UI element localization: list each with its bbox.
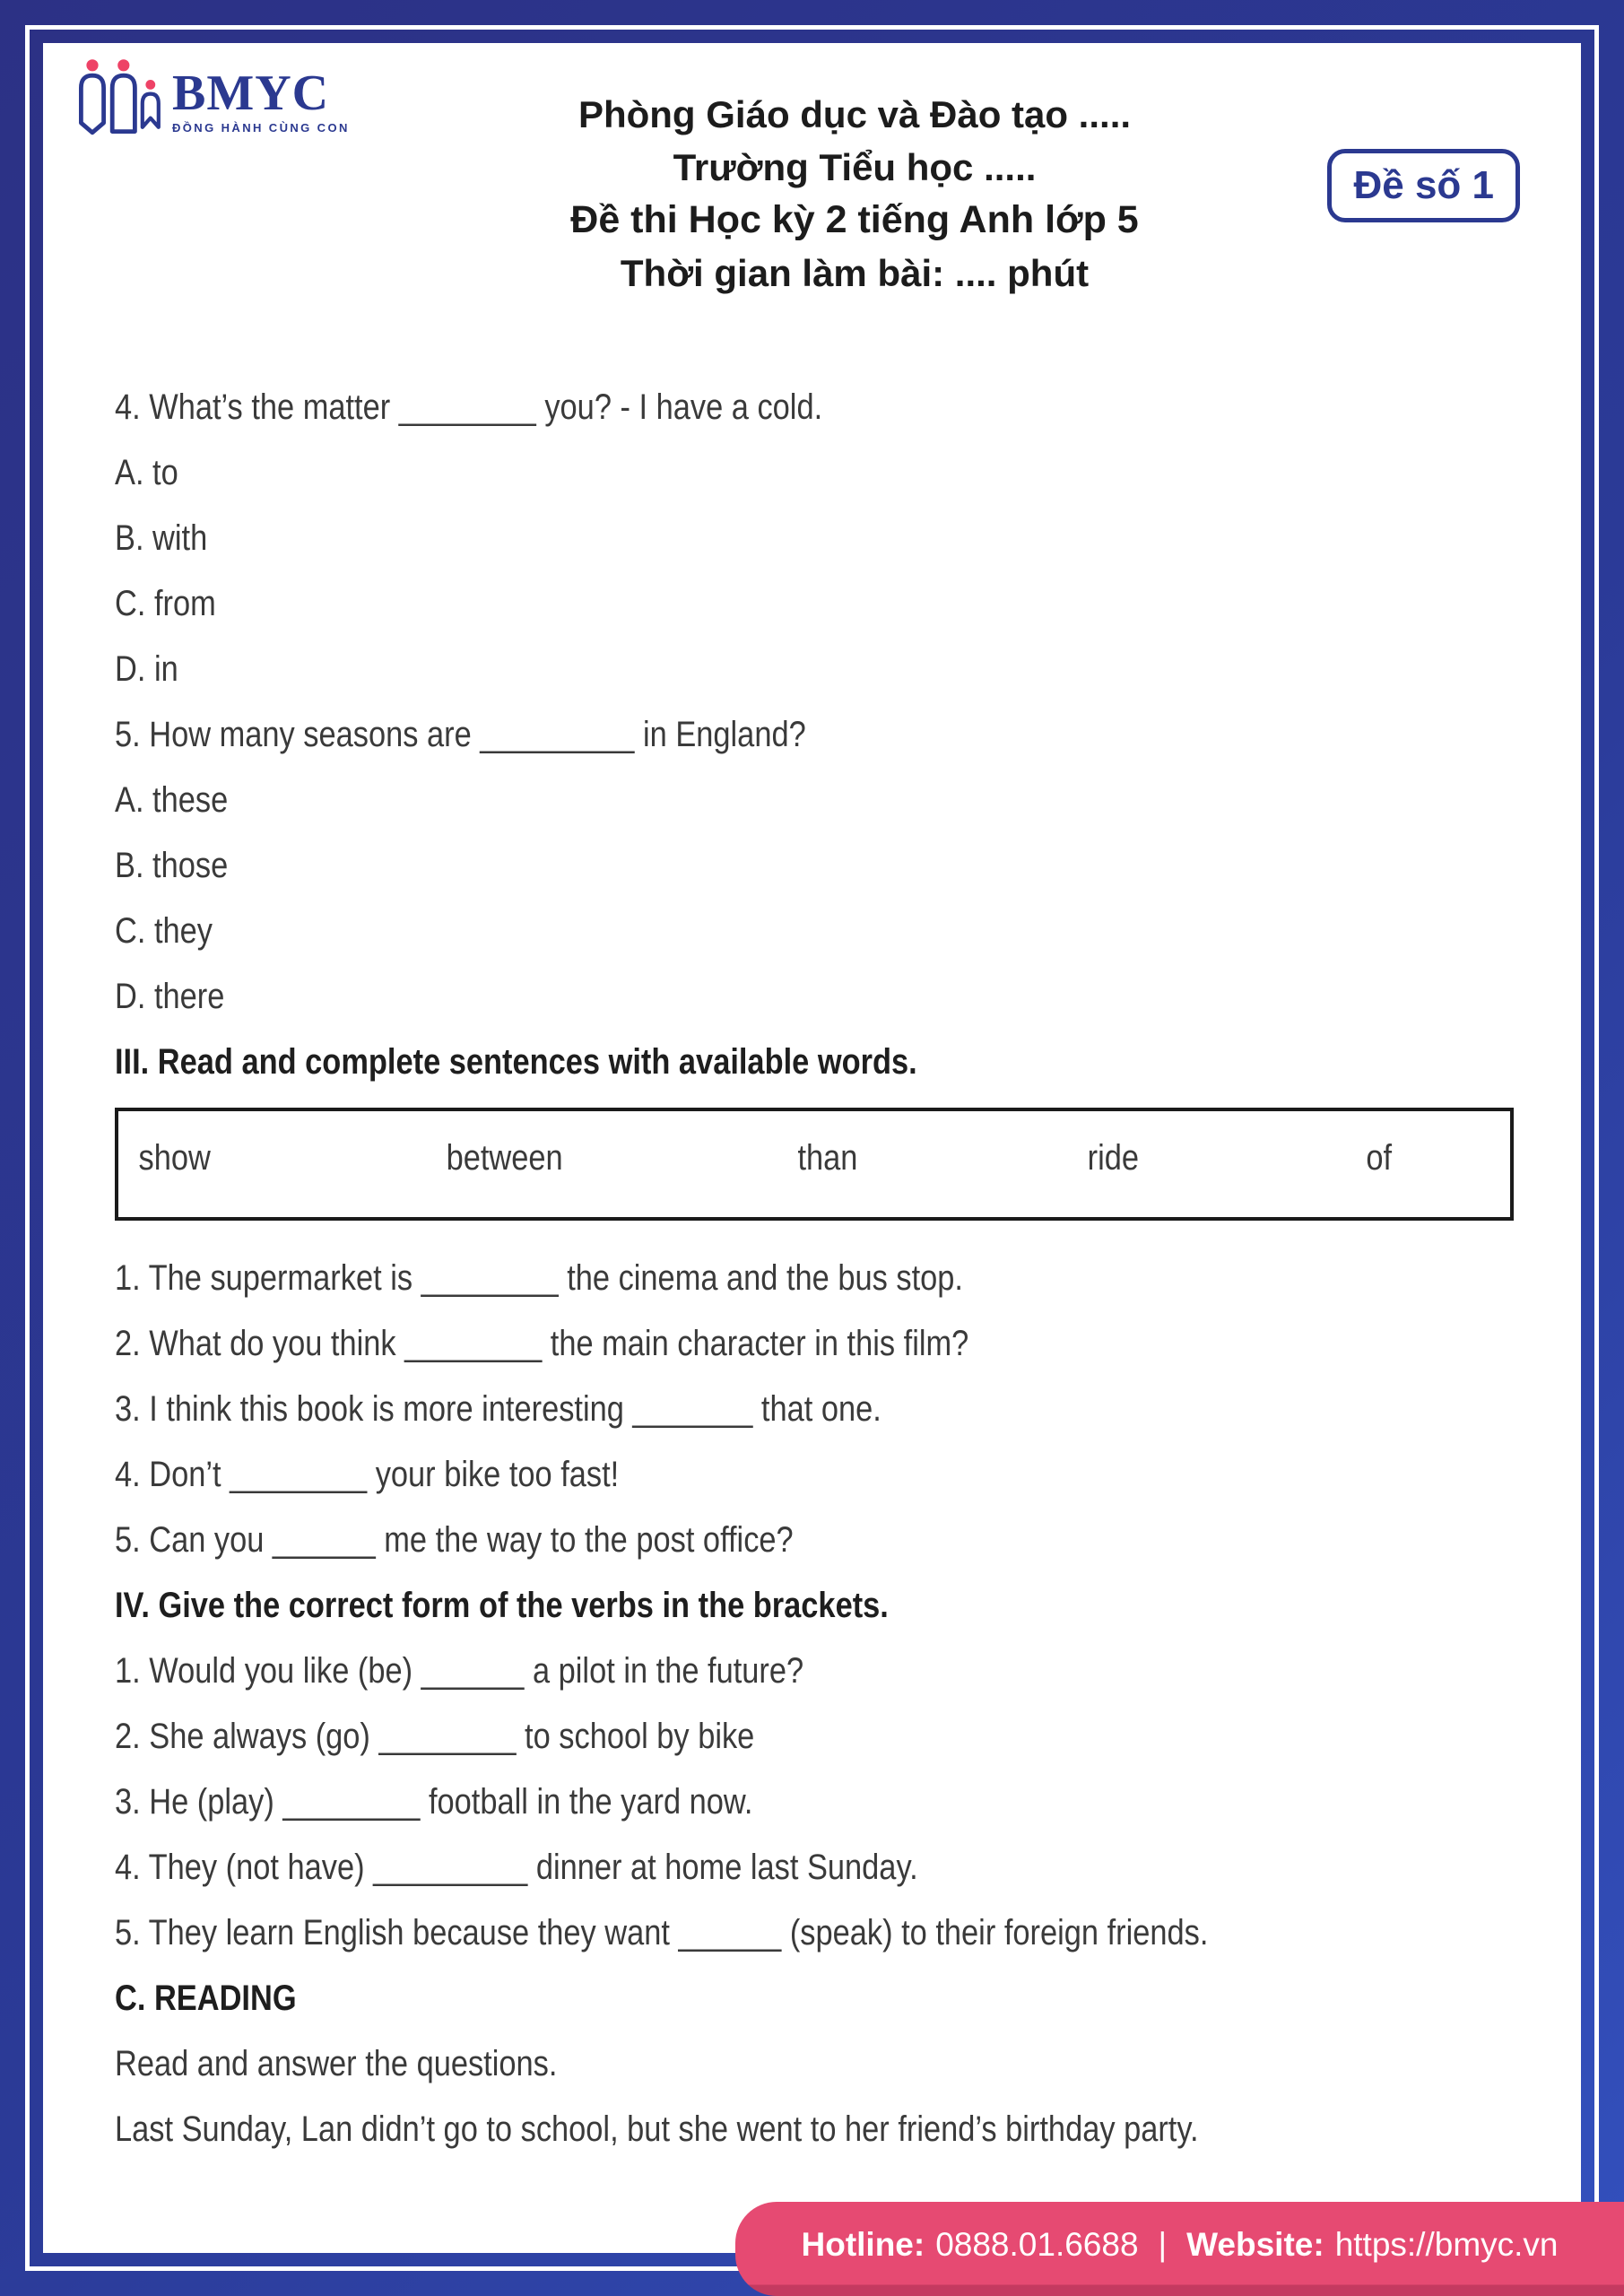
- section-3-sentence-2: 2. What do you think ________ the main character in this film?: [115, 1324, 969, 1363]
- question-4-option-b: B. with: [115, 518, 208, 558]
- word-bank-item: than: [797, 1137, 858, 1178]
- section-3-sentence-5: 5. Can you ______ me the way to the post office?: [115, 1520, 794, 1560]
- footer-contact-bar: [735, 2202, 1624, 2296]
- section-3-sentence-1: 1. The supermarket is ________ the cinema and the bus stop.: [115, 1258, 963, 1298]
- exam-page: [43, 43, 1581, 2253]
- section-4-sentence-2: 2. She always (go) ________ to school by bike: [115, 1717, 755, 1756]
- section-4-sentence-5: 5. They learn English because they want ______ (speak) to their foreign friends.: [115, 1913, 1209, 1952]
- question-5: 5. How many seasons are _________ in England?: [115, 715, 806, 754]
- section-4-sentence-3: 3. He (play) ________ football in the yard now.: [115, 1782, 753, 1822]
- logo-wordmark: BMYC: [172, 65, 330, 121]
- exam-number-badge: Đề số 1: [1327, 149, 1520, 222]
- question-5-option-a: A. these: [115, 780, 229, 820]
- header-department-line: Phòng Giáo dục và Đào tạo .....: [578, 93, 1132, 135]
- question-4-option-a: A. to: [115, 453, 178, 492]
- word-bank-item: show: [138, 1137, 211, 1178]
- word-bank-item: ride: [1087, 1137, 1140, 1178]
- question-4-option-d: D. in: [115, 649, 178, 689]
- word-bank-item: of: [1365, 1137, 1392, 1178]
- question-4-option-c: C. from: [115, 584, 216, 623]
- question-5-option-c: C. they: [115, 911, 213, 951]
- logo-tagline: ĐỒNG HÀNH CÙNG CON: [172, 121, 350, 135]
- exam-title: Đề thi Học kỳ 2 tiếng Anh lớp 5: [570, 198, 1139, 241]
- section-3-sentence-3: 3. I think this book is more interesting _______ that one.: [115, 1389, 881, 1429]
- hotline-number: 0888.01.6688: [935, 2225, 1139, 2263]
- word-bank-item: between: [446, 1137, 563, 1178]
- word-bank-box: [115, 1108, 1514, 1221]
- section-3-heading: III. Read and complete sentences with available words.: [115, 1042, 917, 1082]
- website-url: https://bmyc.vn: [1334, 2225, 1559, 2263]
- section-3-sentence-4: 4. Don’t ________ your bike too fast!: [115, 1455, 620, 1494]
- section-4-sentence-1: 1. Would you like (be) ______ a pilot in the future?: [115, 1651, 804, 1691]
- website-label: Website:: [1186, 2225, 1324, 2263]
- question-5-option-b: B. those: [115, 846, 229, 885]
- reading-section-heading: C. READING: [115, 1979, 297, 2018]
- header-school-line: Trường Tiểu học .....: [673, 146, 1037, 188]
- section-4-heading: IV. Give the correct form of the verbs in the brackets.: [115, 1586, 889, 1625]
- exam-duration: Thời gian làm bài: .... phút: [620, 252, 1090, 294]
- question-5-option-d: D. there: [115, 977, 225, 1016]
- footer-separator: |: [1158, 2225, 1168, 2263]
- reading-instruction: Read and answer the questions.: [115, 2044, 558, 2083]
- hotline-label: Hotline:: [801, 2225, 925, 2263]
- section-4-sentence-4: 4. They (not have) _________ dinner at home last Sunday.: [115, 1848, 918, 1887]
- reading-passage: Last Sunday, Lan didn’t go to school, but she went to her friend’s birthday party.: [115, 2109, 1199, 2149]
- exam-content: [115, 375, 1514, 2162]
- question-4: 4. What’s the matter ________ you? - I have a cold.: [115, 387, 823, 427]
